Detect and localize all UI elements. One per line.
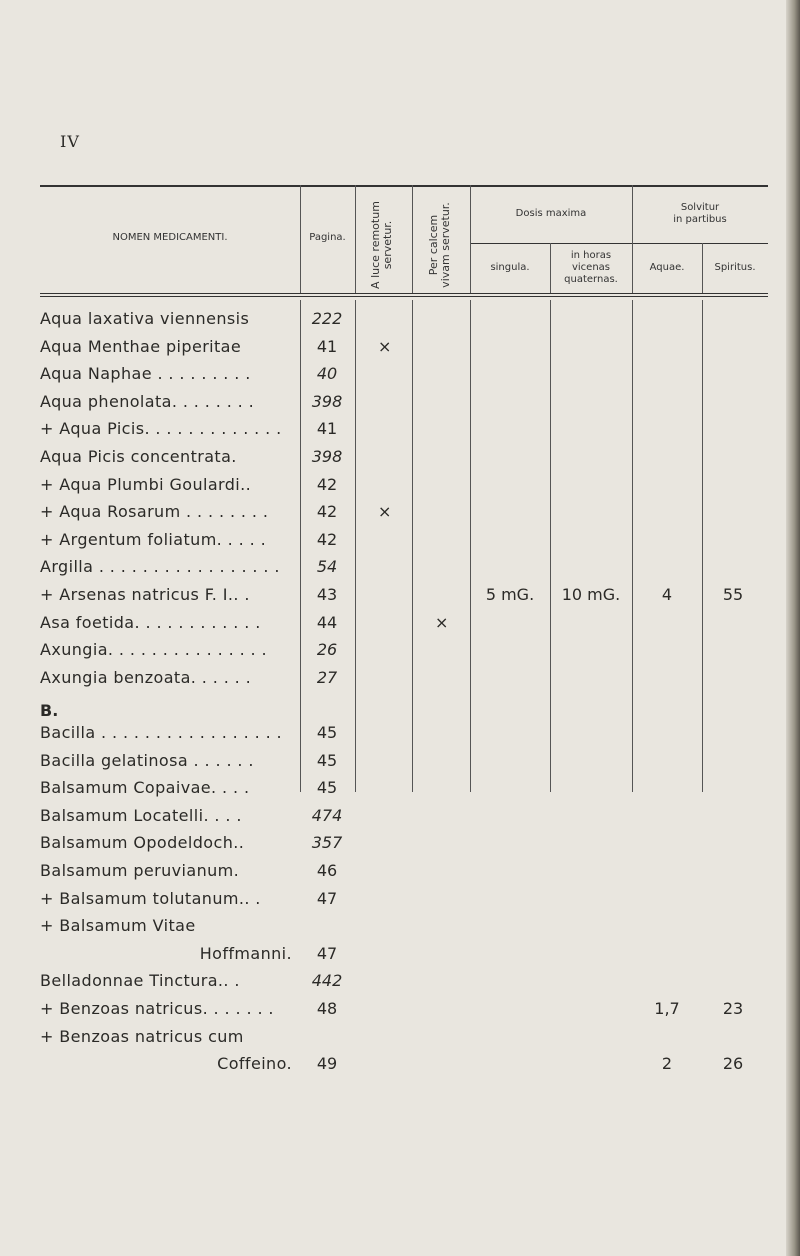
- page-reference: 45: [316, 750, 338, 770]
- dose-value: 2: [661, 1054, 673, 1074]
- dose-value: 55: [722, 585, 744, 604]
- dose-value: 1,7: [654, 999, 680, 1018]
- header-singula: singula.: [490, 262, 530, 273]
- header-horas: [550, 250, 632, 286]
- medicament-name: Belladonnae Tinctura.. .: [40, 971, 240, 991]
- body-sep-luce: [412, 300, 413, 792]
- cross-mark: ×: [378, 502, 392, 522]
- body-sep-page: [355, 300, 356, 792]
- page-reference: 44: [316, 612, 338, 632]
- page-reference: 474: [311, 805, 343, 825]
- header-calcem-line2: vivam servetur.: [439, 202, 452, 288]
- medicament-name: Hoffmanni.: [199, 943, 292, 963]
- medicament-name: Aqua Menthae piperitae: [40, 336, 242, 356]
- medicament-name: + Benzoas natricus cum: [40, 1026, 244, 1046]
- page-reference: 40: [316, 364, 338, 384]
- header-luce-line1: A luce remotum: [369, 201, 382, 289]
- medicament-name: Aqua laxativa viennensis: [40, 309, 250, 328]
- medicament-name: + Benzoas natricus. . . . . . .: [40, 999, 274, 1018]
- medicament-name: Bacilla . . . . . . . . . . . . . . . . .: [40, 723, 283, 742]
- page-reference: 222: [311, 309, 343, 328]
- col-sep-calcem: [470, 185, 471, 293]
- medicament-name: + Aqua Plumbi Goulardi..: [40, 474, 252, 494]
- col-sep-luce: [412, 185, 413, 293]
- page-reference: 47: [316, 888, 338, 908]
- page-reference: 45: [316, 723, 338, 742]
- body-sep-calcem: [470, 300, 471, 792]
- page-reference: 357: [311, 833, 343, 853]
- col-sep-page: [355, 185, 356, 293]
- dose-value: 4: [661, 585, 673, 604]
- page-reference: 26: [316, 640, 338, 660]
- body-sep-aquae: [702, 300, 703, 792]
- page-reference: 48: [316, 999, 338, 1018]
- page-reference: 41: [316, 336, 338, 356]
- header-horas-line1: in horas: [570, 250, 612, 261]
- header-aquae: Aquae.: [649, 262, 685, 273]
- dose-value: 5 mG.: [485, 585, 535, 604]
- body-sep-singula: [550, 300, 551, 792]
- header-luce-line2: servetur.: [381, 220, 394, 270]
- page-reference: 27: [316, 667, 338, 687]
- page-reference: 47: [316, 943, 338, 963]
- medicament-name: + Balsamum tolutanum.. .: [40, 888, 261, 908]
- header-pagina: Pagina.: [309, 232, 346, 243]
- medicament-name: Balsamum Opodeldoch..: [40, 833, 245, 853]
- section-heading: B.: [40, 701, 59, 721]
- medicament-name: Asa foetida. . . . . . . . . . . .: [40, 612, 261, 632]
- header-dosis: Dosis maxima: [515, 208, 587, 219]
- header-horas-line3: quaternas.: [564, 274, 618, 285]
- medicament-name: + Argentum foliatum. . . . .: [40, 529, 267, 549]
- medicament-name: + Aqua Picis. . . . . . . . . . . . .: [40, 419, 282, 439]
- header-bottom-rule-2: [40, 296, 768, 297]
- dose-value: 26: [722, 1054, 744, 1074]
- medicament-name: Aqua phenolata. . . . . . . .: [40, 391, 255, 411]
- medicament-name: + Aqua Rosarum . . . . . . . .: [40, 502, 269, 522]
- header-calcem: [428, 190, 454, 300]
- medicament-name: Aqua Picis concentrata.: [40, 447, 237, 466]
- dose-value: 10 mG.: [561, 585, 621, 604]
- medicament-name: Aqua Naphae . . . . . . . . .: [40, 364, 251, 384]
- page-reference: 43: [316, 585, 338, 604]
- page-reference: 46: [316, 861, 338, 880]
- page-reference: 398: [311, 447, 343, 466]
- medicament-name: Axungia benzoata. . . . . .: [40, 667, 252, 687]
- dose-value: 23: [722, 999, 744, 1018]
- body-sep-horas: [632, 300, 633, 792]
- medicament-name: Balsamum Copaivae. . . .: [40, 778, 250, 798]
- header-luce: [370, 190, 396, 300]
- header-horas-line2: vicenas: [571, 262, 611, 273]
- medicament-name: Balsamum Locatelli. . . .: [40, 805, 242, 825]
- medicament-name: Balsamum peruvianum.: [40, 861, 240, 880]
- cross-mark: ×: [435, 612, 449, 632]
- header-nomen: NOMEN MEDICAMENTI.: [112, 232, 228, 243]
- medicament-name: + Arsenas natricus F. I.. .: [40, 585, 250, 604]
- medicament-name: + Balsamum Vitae: [40, 916, 196, 936]
- page-reference: 42: [316, 474, 338, 494]
- header-solvitur-line1: Solvitur: [680, 202, 720, 213]
- header-spiritus: Spiritus.: [714, 262, 756, 273]
- medicament-name: Bacilla gelatinosa . . . . . .: [40, 750, 254, 770]
- page-reference: 442: [311, 971, 343, 991]
- header-top-rule: [40, 185, 768, 187]
- page-reference: 49: [316, 1054, 338, 1074]
- header-solvitur: [632, 202, 768, 226]
- header-solvitur-line2: in partibus: [673, 214, 727, 225]
- page-reference: 398: [311, 391, 343, 411]
- page-edge-shadow: [786, 0, 800, 1256]
- dosis-sub-rule: [470, 243, 768, 244]
- page-reference: 54: [316, 557, 338, 577]
- medicament-name: Argilla . . . . . . . . . . . . . . . . .: [40, 557, 280, 577]
- page-number: IV: [60, 132, 80, 151]
- page-reference: 42: [316, 502, 338, 522]
- page-reference: 45: [316, 778, 338, 798]
- header-calcem-line1: Per calcem: [427, 214, 440, 276]
- cross-mark: ×: [378, 336, 392, 356]
- header-bottom-rule: [40, 293, 768, 294]
- medicament-name: Axungia. . . . . . . . . . . . . . .: [40, 640, 267, 660]
- page-reference: 41: [316, 419, 338, 439]
- page-reference: 42: [316, 529, 338, 549]
- medicament-name: Coffeino.: [217, 1054, 292, 1074]
